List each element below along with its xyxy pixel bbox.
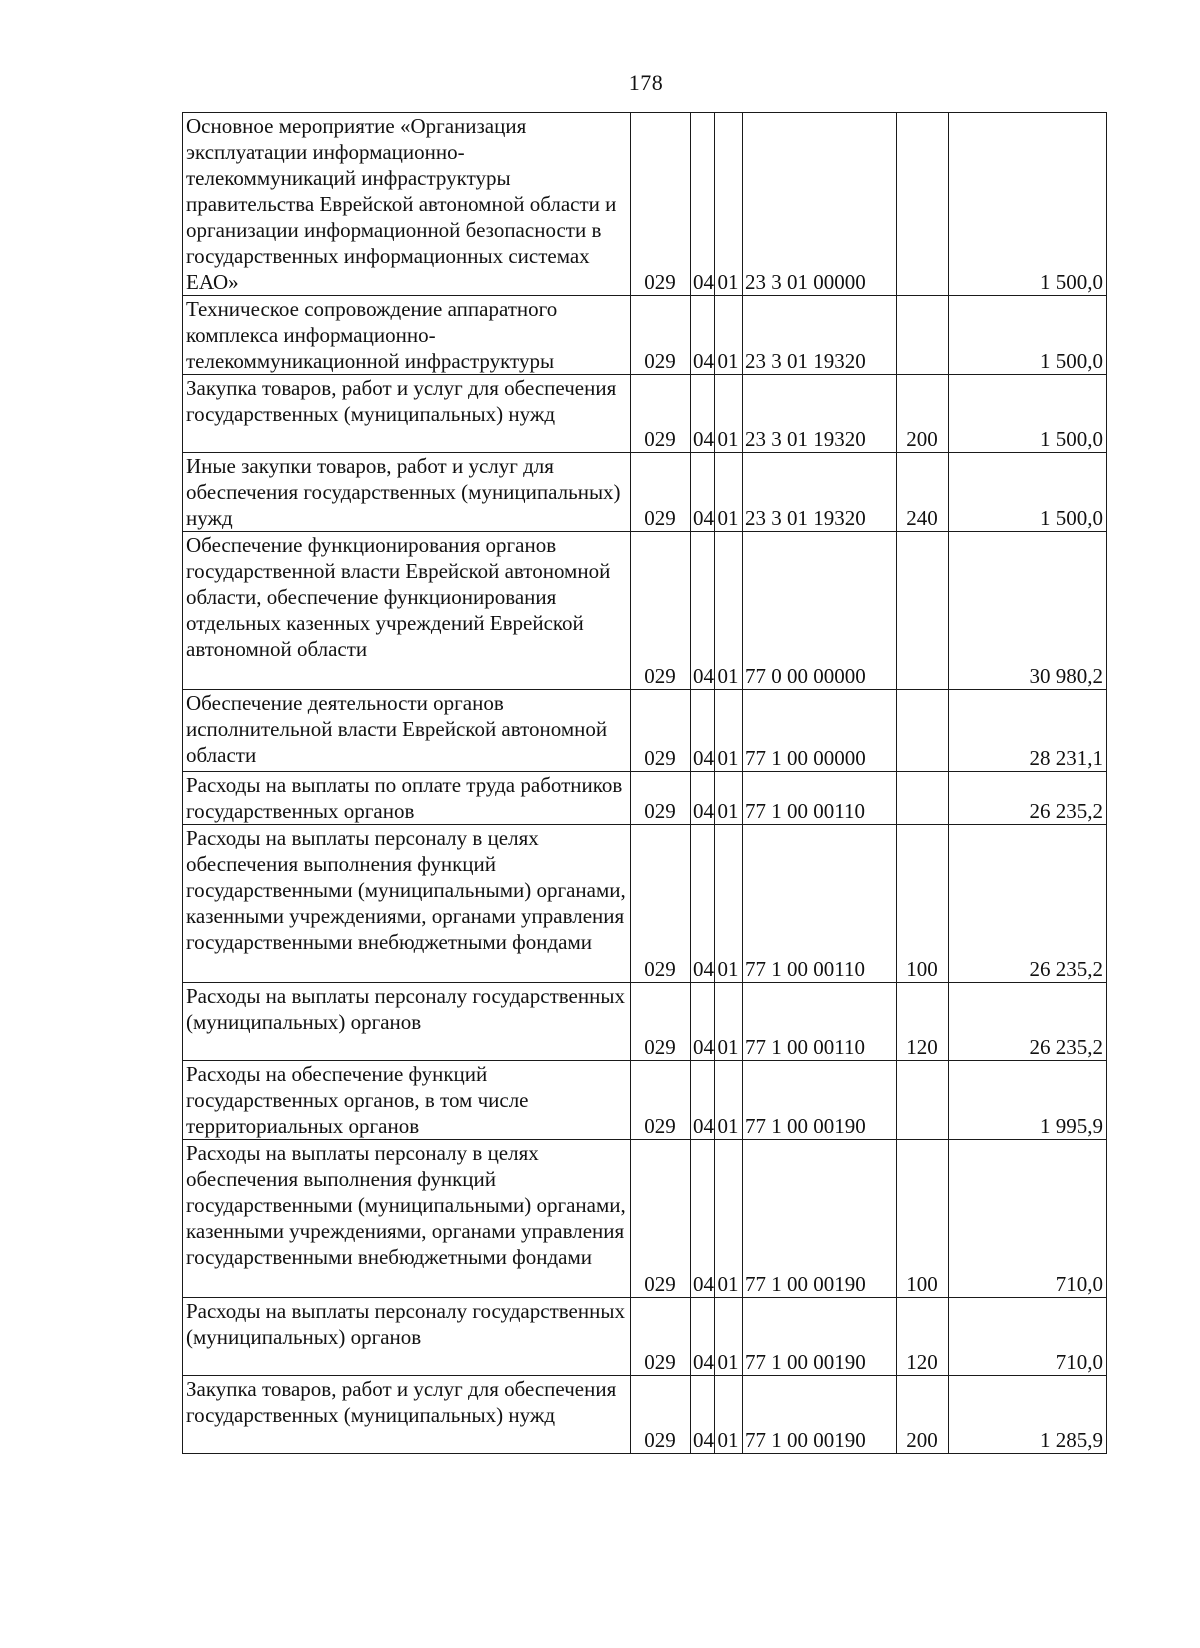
section-code-cell: 04 [691,296,715,375]
amount-cell: 1 995,9 [949,1061,1107,1140]
section-code-cell: 04 [691,1061,715,1140]
table-row [183,983,1107,1061]
amount-cell: 1 500,0 [949,113,1107,296]
ministry-code-cell: 029 [631,772,691,825]
section-code-cell: 04 [691,772,715,825]
expense-type-cell [897,296,949,375]
table-row [183,532,1107,690]
expense-type-cell [897,772,949,825]
expense-type-cell: 120 [897,1298,949,1376]
target-article-cell: 77 1 00 00110 [743,772,897,825]
amount-cell: 30 980,2 [949,532,1107,690]
subsection-code-cell: 01 [715,1061,743,1140]
expense-name-cell: Закупка товаров, работ и услуг для обеспечения государственных (муниципальных) нужд [183,1376,631,1454]
section-code-cell: 04 [691,1298,715,1376]
amount-cell: 1 500,0 [949,453,1107,532]
expense-name-cell: Расходы на обеспечение функций государственных органов, в том числе территориальных органов [183,1061,631,1140]
table-row [183,1376,1107,1454]
table-row [183,113,1107,296]
target-article-cell: 77 1 00 00110 [743,983,897,1061]
expense-name-cell: Основное мероприятие «Организация эксплуатации информационно-телекоммуникаций инфраструктуры правительства Еврейской автономной области и организации информационной безопасности в государственных информационных системах ЕАО» [183,113,631,296]
expense-type-cell [897,113,949,296]
section-code-cell: 04 [691,532,715,690]
section-code-cell: 04 [691,983,715,1061]
subsection-code-cell: 01 [715,296,743,375]
subsection-code-cell: 01 [715,375,743,453]
expense-type-cell [897,532,949,690]
table-row [183,296,1107,375]
target-article-cell: 23 3 01 19320 [743,296,897,375]
ministry-code-cell: 029 [631,690,691,772]
amount-cell: 1 285,9 [949,1376,1107,1454]
ministry-code-cell: 029 [631,296,691,375]
ministry-code-cell: 029 [631,113,691,296]
section-code-cell: 04 [691,1376,715,1454]
ministry-code-cell: 029 [631,1298,691,1376]
expense-name-cell: Расходы на выплаты персоналу в целях обеспечения выполнения функций государственными (муниципальными) органами, казенными учреждениями, органами управления государственными внебюджетными фондами [183,825,631,983]
amount-cell: 1 500,0 [949,296,1107,375]
amount-cell: 1 500,0 [949,375,1107,453]
ministry-code-cell: 029 [631,983,691,1061]
subsection-code-cell: 01 [715,1140,743,1298]
section-code-cell: 04 [691,375,715,453]
expense-name-cell: Расходы на выплаты по оплате труда работников государственных органов [183,772,631,825]
section-code-cell: 04 [691,690,715,772]
subsection-code-cell: 01 [715,983,743,1061]
ministry-code-cell: 029 [631,1140,691,1298]
subsection-code-cell: 01 [715,532,743,690]
target-article-cell: 77 1 00 00190 [743,1298,897,1376]
expense-name-cell: Закупка товаров, работ и услуг для обеспечения государственных (муниципальных) нужд [183,375,631,453]
target-article-cell: 23 3 01 19320 [743,375,897,453]
ministry-code-cell: 029 [631,532,691,690]
target-article-cell: 77 1 00 00110 [743,825,897,983]
expense-name-cell: Иные закупки товаров, работ и услуг для обеспечения государственных (муниципальных) нужд [183,453,631,532]
amount-cell: 26 235,2 [949,772,1107,825]
target-article-cell: 77 0 00 00000 [743,532,897,690]
amount-cell: 26 235,2 [949,825,1107,983]
expense-name-cell: Расходы на выплаты персоналу государственных (муниципальных) органов [183,1298,631,1376]
expense-type-cell: 120 [897,983,949,1061]
expense-type-cell: 200 [897,1376,949,1454]
table-row [183,453,1107,532]
page-number: 178 [628,70,664,95]
subsection-code-cell: 01 [715,772,743,825]
target-article-cell: 23 3 01 19320 [743,453,897,532]
amount-cell: 710,0 [949,1140,1107,1298]
amount-cell: 28 231,1 [949,690,1107,772]
target-article-cell: 77 1 00 00190 [743,1376,897,1454]
subsection-code-cell: 01 [715,453,743,532]
expense-type-cell: 240 [897,453,949,532]
table-row [183,690,1107,772]
expense-type-cell [897,1061,949,1140]
table-row [183,772,1107,825]
expense-name-cell: Техническое сопровождение аппаратного комплекса информационно-телекоммуникационной инфраструктуры [183,296,631,375]
target-article-cell: 77 1 00 00190 [743,1140,897,1298]
expense-name-cell: Обеспечение деятельности органов исполнительной власти Еврейской автономной области [183,690,631,772]
expense-name-cell: Расходы на выплаты персоналу в целях обеспечения выполнения функций государственными (муниципальными) органами, казенными учреждениями, органами управления государственными внебюджетными фондами [183,1140,631,1298]
section-code-cell: 04 [691,1140,715,1298]
table-row [183,1298,1107,1376]
section-code-cell: 04 [691,113,715,296]
target-article-cell: 23 3 01 00000 [743,113,897,296]
expense-type-cell: 100 [897,825,949,983]
expense-name-cell: Расходы на выплаты персоналу государственных (муниципальных) органов [183,983,631,1061]
table-row [183,375,1107,453]
table-row [183,825,1107,983]
ministry-code-cell: 029 [631,375,691,453]
subsection-code-cell: 01 [715,113,743,296]
target-article-cell: 77 1 00 00000 [743,690,897,772]
expense-type-cell: 200 [897,375,949,453]
section-code-cell: 04 [691,453,715,532]
subsection-code-cell: 01 [715,1298,743,1376]
ministry-code-cell: 029 [631,1376,691,1454]
expense-type-cell [897,690,949,772]
amount-cell: 710,0 [949,1298,1107,1376]
ministry-code-cell: 029 [631,825,691,983]
subsection-code-cell: 01 [715,825,743,983]
budget-table [182,112,1107,1454]
target-article-cell: 77 1 00 00190 [743,1061,897,1140]
table-row [183,1061,1107,1140]
subsection-code-cell: 01 [715,1376,743,1454]
ministry-code-cell: 029 [631,1061,691,1140]
ministry-code-cell: 029 [631,453,691,532]
expense-type-cell: 100 [897,1140,949,1298]
section-code-cell: 04 [691,825,715,983]
subsection-code-cell: 01 [715,690,743,772]
table-row [183,1140,1107,1298]
expense-name-cell: Обеспечение функционирования органов государственной власти Еврейской автономной области, обеспечение функционирования отдельных казенных учреждений Еврейской автономной области [183,532,631,690]
amount-cell: 26 235,2 [949,983,1107,1061]
